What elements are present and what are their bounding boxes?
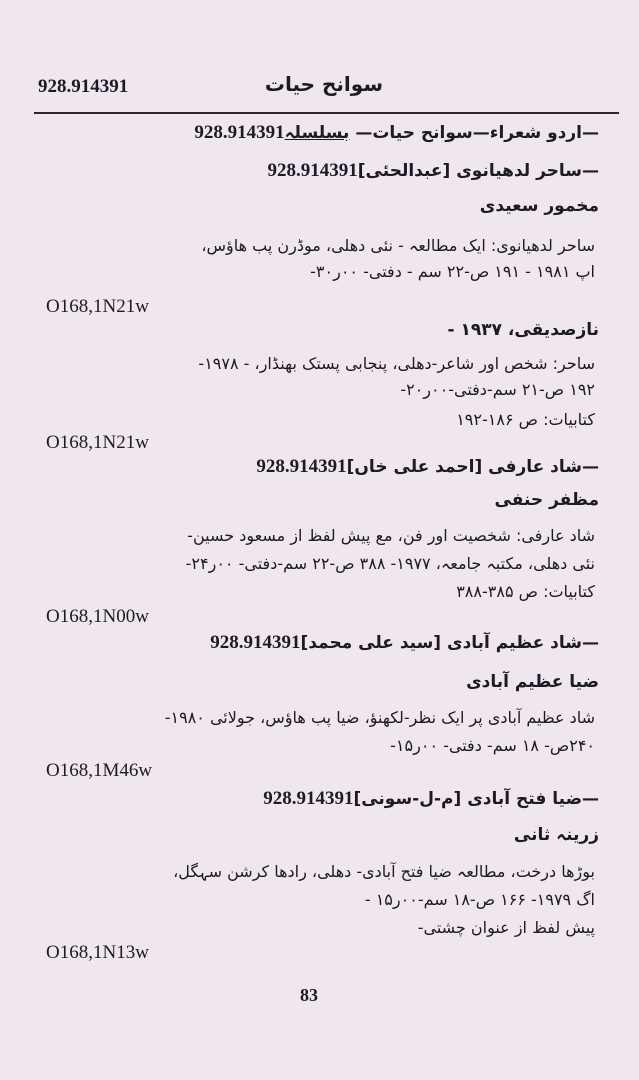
entry-body-line: ۲۴۰ص- ۱۸ سم- دفتی- ۰۰ر۱۵-	[390, 736, 595, 755]
heading-number: 928.914391	[267, 160, 358, 181]
heading-number: 928.914391	[210, 632, 301, 653]
entry-body-line: کتابیات: ص ۳۸۵-۳۸۸	[456, 582, 595, 601]
entry-body-line: اپ ۱۹۸۱ - ۱۹۱ ص-۲۲ سم - دفتی- ۰۰ر۳۰-	[310, 262, 595, 281]
entry-body-line: کتابیات: ص ۱۸۶-۱۹۲	[456, 410, 595, 429]
header-title: سوانح حیات	[264, 72, 383, 96]
entry-heading	[210, 632, 599, 654]
header-rule	[34, 112, 619, 114]
entry-author: زرینہ ثانی	[513, 825, 599, 845]
heading-underlined-word: بسلسلہ	[284, 123, 350, 143]
entry-author: مظفر حنفی	[494, 490, 599, 510]
heading-text: —ساحر لدھیانوی [عبدالحئی]	[357, 161, 599, 181]
heading-number: 928.914391	[194, 122, 285, 143]
entry-heading	[263, 788, 599, 810]
entry-heading	[256, 456, 599, 478]
entry-body-line: شاد عارفی: شخصیت اور فن، مع پیش لفظ از مسعود حسین-	[187, 526, 595, 545]
heading-text: —اردو شعراء—سوانح حیات— بسلسلہ	[284, 123, 599, 143]
heading-number: 928.914391	[256, 456, 347, 477]
heading-text: —شاد عظیم آبادی [سید علی محمد]	[300, 633, 599, 653]
entry-body-line: شاد عظیم آبادی پر ایک نظر-لکھنؤ، ضیا پب ھاؤس، جولائی ۱۹۸۰-	[164, 708, 595, 727]
call-number: O168,1N13w	[46, 942, 149, 963]
entry-heading	[194, 122, 599, 144]
entry-body-line: اگ ۱۹۷۹- ۱۶۶ ص-۱۸ سم-۰۰ر۱۵ -	[364, 890, 595, 909]
page-number: 83	[300, 985, 318, 1005]
call-number: O168,1M46w	[46, 760, 153, 781]
call-number: O168,1N00w	[46, 606, 149, 627]
entry-body-line: بوڑھا درخت، مطالعہ ضیا فتح آبادی- دھلی، رادھا کرشن سہگل،	[173, 862, 595, 881]
entry-body-line: ساحر لدھیانوی: ایک مطالعہ - نئی دھلی، موڈرن پب ھاؤس،	[201, 236, 595, 255]
entry-body-line: ۱۹۲ ص-۲۱ سم-دفتی-۰۰ر۲۰-	[400, 380, 595, 399]
entry-body-line: پیش لفظ از عنوان چشتی-	[417, 918, 595, 937]
call-number: O168,1N21w	[46, 432, 149, 453]
entry-author: ضیا عظیم آبادی	[466, 672, 599, 692]
entry-body-line: ساحر: شخص اور شاعر-دھلی، پنجابی پستک بھنڈار، - ۱۹۷۸-	[198, 354, 595, 373]
entry-body-line: نئی دھلی، مکتبہ جامعہ، ۱۹۷۷- ۳۸۸ ص-۲۲ سم-دفتی- ۰۰ر۲۴-	[185, 554, 595, 573]
heading-text: —شاد عارفی [احمد علی خاں]	[346, 457, 599, 477]
header-class-number: 928.914391	[38, 76, 129, 97]
page-header	[28, 70, 611, 108]
heading-text: —ضیا فتح آبادی [م-ل-سونی]	[353, 789, 599, 809]
entry-heading	[268, 160, 599, 182]
entry-author: نازصدیقی، ۱۹۳۷ -	[447, 320, 599, 340]
call-number: O168,1N21w	[46, 296, 149, 317]
heading-number: 928.914391	[263, 788, 354, 809]
entry-author: مخمور سعیدی	[479, 196, 599, 216]
